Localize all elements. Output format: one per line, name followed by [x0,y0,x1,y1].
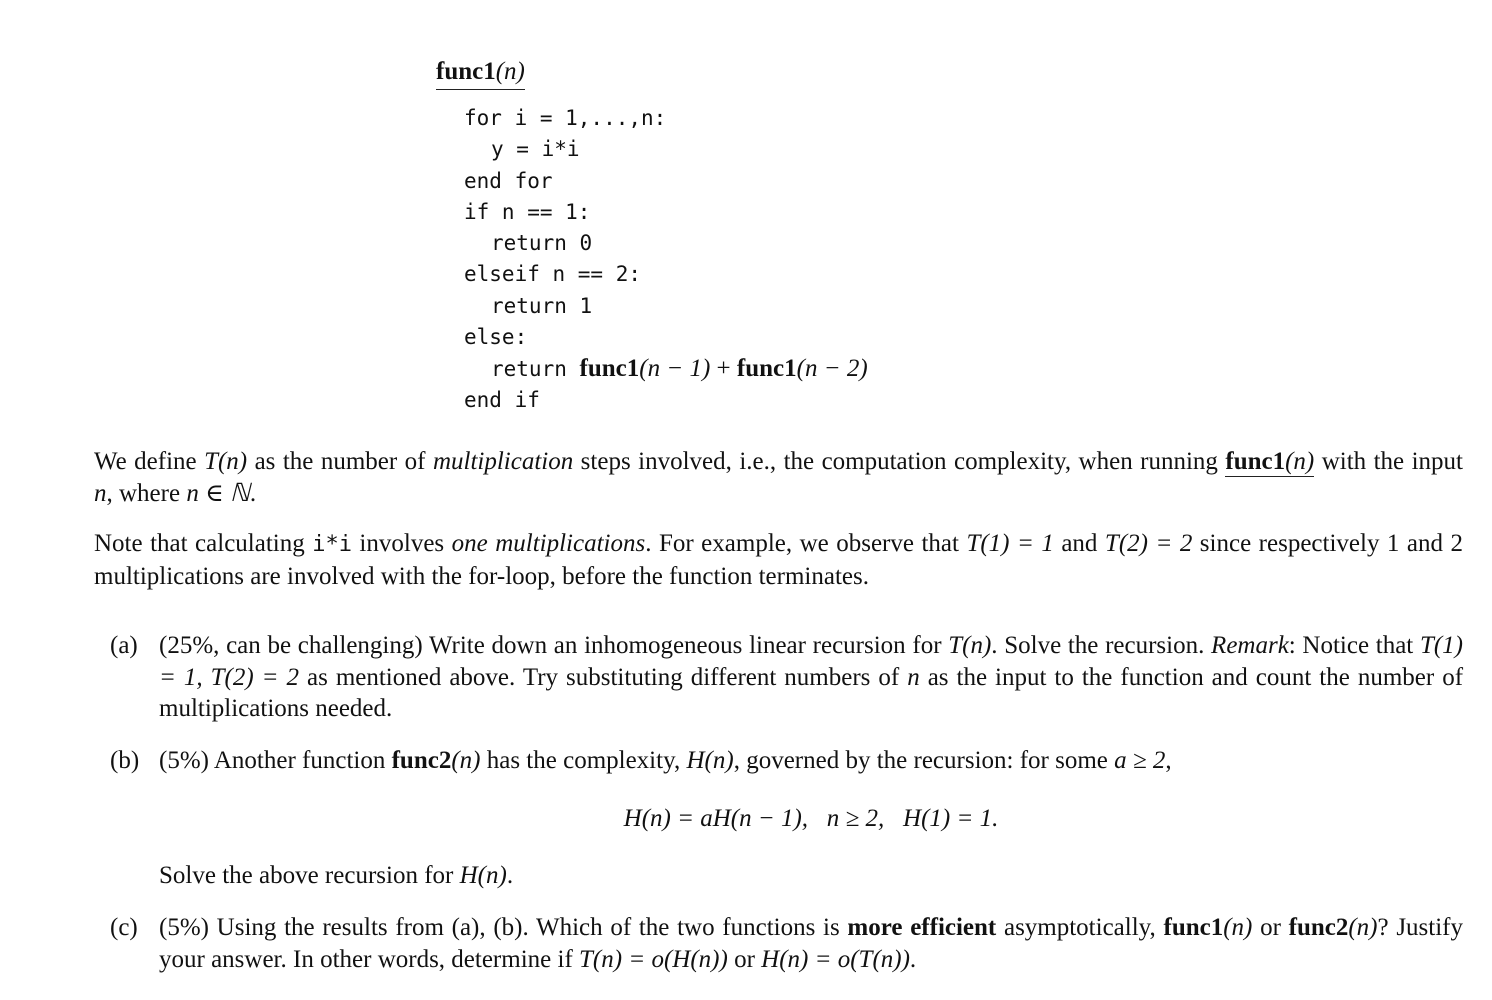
return-plus: + [710,355,737,383]
text: ? Justify your answer. In other words, determine if [159,914,1463,973]
return-arg1: (n − 1) [639,355,711,383]
question-label: (a) [110,632,138,659]
fn-arg: (n) [451,747,481,774]
text: or [727,945,762,973]
text: as mentioned above. Try substituting different numbers of [299,663,908,691]
fn-arg: (n) [1348,914,1378,941]
emphasis: Remark [1211,632,1289,659]
math: n ∈ ℕ [186,479,250,507]
fn-name: func2 [391,747,452,774]
fn-name: func1 [1163,914,1224,941]
text: (25%, can be challenging) Write down an inhomogeneous linear recursion for [159,632,949,659]
algorithm-title [436,57,525,90]
bold-text: more efficient [847,914,997,941]
math: T(1) = 1, T(2) = 2 [159,632,1463,691]
return-keyword: return [491,357,567,382]
text: and [1053,530,1105,557]
pseudocode-block [464,103,868,416]
fn-arg: (n) [1223,914,1253,941]
code-line: end for [464,168,553,193]
question-c [110,912,1463,975]
text: . [249,479,257,507]
text: steps involved, i.e., the computation complexity, when running [573,448,1226,475]
emphasis: one multiplications [451,530,646,557]
math: a ≥ 2 [1114,747,1166,774]
code-line: y = i*i [491,137,580,162]
text: since respectively 1 and 2 multiplications are involved with the for-loop, before the function terminates. [94,530,1463,590]
math: H(n) [459,862,507,889]
text: Note that calculating [94,530,313,557]
question-a [110,630,1463,725]
math: T(n) [204,448,248,475]
question-body [159,630,1463,725]
code-line: for i = 1,...,n: [464,106,667,130]
math: H(n) [686,747,734,774]
math: H(n) = o(T(n)) [761,945,910,973]
code-line: elseif n == 2: [464,262,642,287]
text: as the input to the function and count the number of multiplications needed. [159,663,1464,722]
code-line: return 0 [491,231,593,256]
text: (5%) Another function [159,747,392,774]
text: (5%) Using the results from (a), (b). Which of the two functions is [159,914,848,941]
return-arg2: (n − 2) [796,355,868,383]
text: , [1165,747,1172,774]
code-line: else: [464,325,528,350]
fn-arg: (n) [1285,448,1315,475]
text: has the complexity, [480,747,687,774]
code-line: return 1 [491,293,593,318]
math: n [907,663,920,691]
text: . For example, we observe that [645,530,967,557]
question-label: (c) [110,914,138,941]
question-label: (b) [110,747,140,774]
math: n [94,479,107,507]
code-line: end if [464,387,540,412]
question-b [110,745,1463,777]
algorithm-title-arg: (n) [495,58,525,85]
question-b-continuation [110,860,1463,892]
question-body [159,912,1463,975]
math: T(2) = 2 [1104,530,1193,557]
text: as the number of [247,448,433,475]
text: Solve the above recursion for [159,862,460,889]
math: T(n) [948,632,992,659]
math: T(n) = o(H(n)) [579,945,728,973]
algorithm-title-fn: func1 [436,58,496,85]
note-paragraph [94,528,1463,592]
math: T(1) = 1 [966,530,1054,557]
display-equation [0,803,1492,835]
question-body [159,860,1463,892]
text: We define [94,448,205,475]
recursion-equation: H(n) = aH(n − 1), n ≥ 2, H(1) = 1. [623,805,999,832]
return-fn2: func1 [736,355,797,383]
fn-name: func1 [1225,448,1286,475]
text: or [1252,914,1289,941]
text: . [909,945,917,973]
text: with the input [1314,448,1463,475]
return-expression [580,355,868,382]
text: : Notice that [1288,632,1420,659]
definition-paragraph [94,446,1463,509]
code-line: if n == 1: [464,199,591,224]
code-line-return-expr [464,353,868,384]
question-body [159,745,1463,777]
emphasis: multiplication [432,448,574,475]
fn-name: func2 [1288,914,1349,941]
text: . Solve the recursion. [991,632,1212,659]
text: , governed by the recursion: for some [733,747,1115,774]
inline-code: i*i [312,532,352,557]
text: . [506,862,514,889]
text: , where [106,479,187,507]
text: involves [351,530,452,557]
return-fn1: func1 [579,355,640,383]
text: asymptotically, [996,914,1164,941]
func1-reference [1225,448,1314,477]
